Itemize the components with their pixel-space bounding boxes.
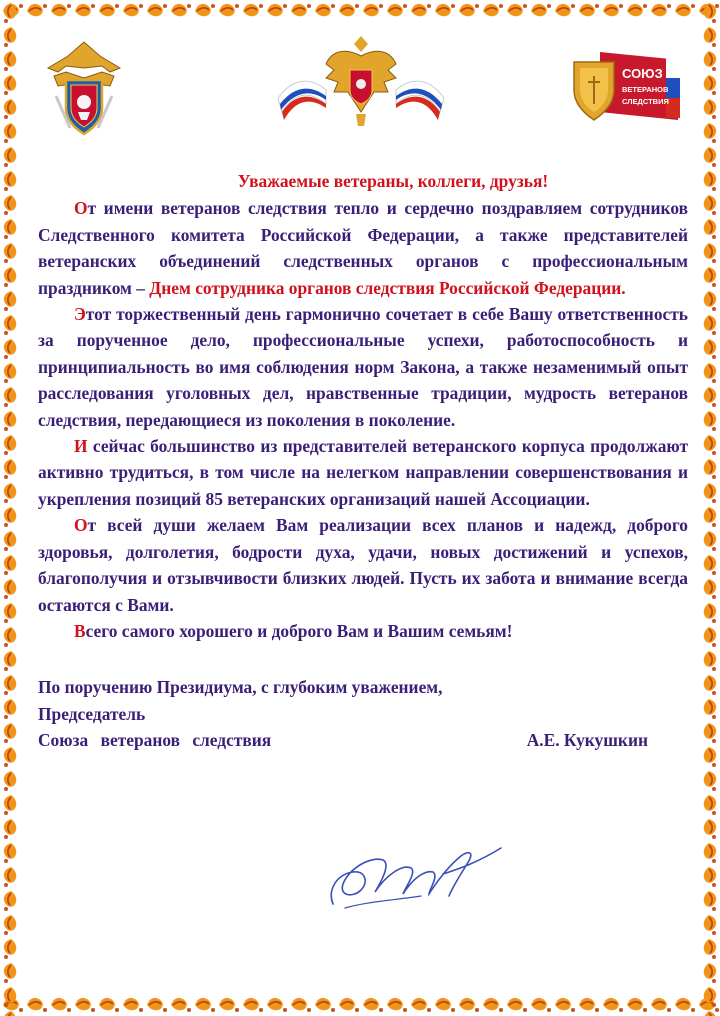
russian-coat-of-arms-icon [276,30,446,130]
paragraph-1-text: т имени ветеранов следствия тепло и сердечно поздравляем сотрудников Следственного комитета Российской Федерации, а также представителей ветеранских объединений следственных органов с профессиональным праздником – [38,198,688,298]
holiday-name: Днем сотрудника органов следствия Российской Федерации. [149,277,626,298]
drop-letter: Э [74,304,86,325]
paragraph-3-text: сейчас большинство из представителей ветеранского корпуса продолжают активно трудиться, в том числе на нелегком направлении совершенствования и укрепления позиций 85 ветеранских организаций нашей Ассоциации. [38,436,688,509]
ornamental-border-bottom [0,994,720,1016]
signatory-line [38,727,648,753]
drop-letter: О [74,198,88,219]
sk-rf-emblem-icon [40,38,128,138]
paragraph-5 [38,618,688,644]
paragraph-4-text: т всей души желаем Вам реализации всех планов и надежд, доброго здоровья, долголетия, бодрости духа, удачи, новых достижений и успехов, благополучия и отзывчивости близких людей. Пусть их забота и внимание всегда остаются с Вами. [38,515,688,615]
ornamental-border-right [698,0,720,1016]
handwritten-signature [325,834,505,918]
ornamental-border-left [0,0,22,1016]
drop-letter: В [74,620,86,641]
drop-letter: О [74,515,88,536]
closing-block [38,674,688,753]
ornamental-border-top [0,0,720,22]
signatory-title: Председатель [38,703,146,724]
organization-name: Союза ветеранов следствия [38,730,272,751]
paragraph-2-text: тот торжественный день гармонично сочетает в себе Вашу ответственность за порученное дело, профессиональные успехи, работоспособность и принципиальность во имя соблюдения норм Закона, а также незаменимый опыт расследования уголовных дел, нравственные традиции, мудрость ветеранов следствия, передающиеся из поколения в поколение. [38,304,688,430]
closing-line: По поручению Президиума, с глубоким уважением, [38,677,443,698]
signatory-name: А.Е. Кукушкин [526,730,648,751]
drop-letter: И [74,436,88,457]
paragraph-1 [38,195,688,301]
greeting: Уважаемые ветераны, коллеги, друзья! [237,171,549,191]
badge-text-line3: СЛЕДСТВИЯ [622,97,669,106]
paragraph-4 [38,512,688,618]
paragraph-5-text: сего самого хорошего и доброго Вам и Вашим семьям! [85,620,513,641]
badge-text-line2: ВЕТЕРАНОВ [622,85,669,94]
veterans-union-badge-icon [570,42,682,132]
badge-text-line1: СОЮЗ [622,66,663,81]
paragraph-2 [38,301,688,433]
paragraph-3 [38,433,688,512]
letter-body [38,168,688,754]
